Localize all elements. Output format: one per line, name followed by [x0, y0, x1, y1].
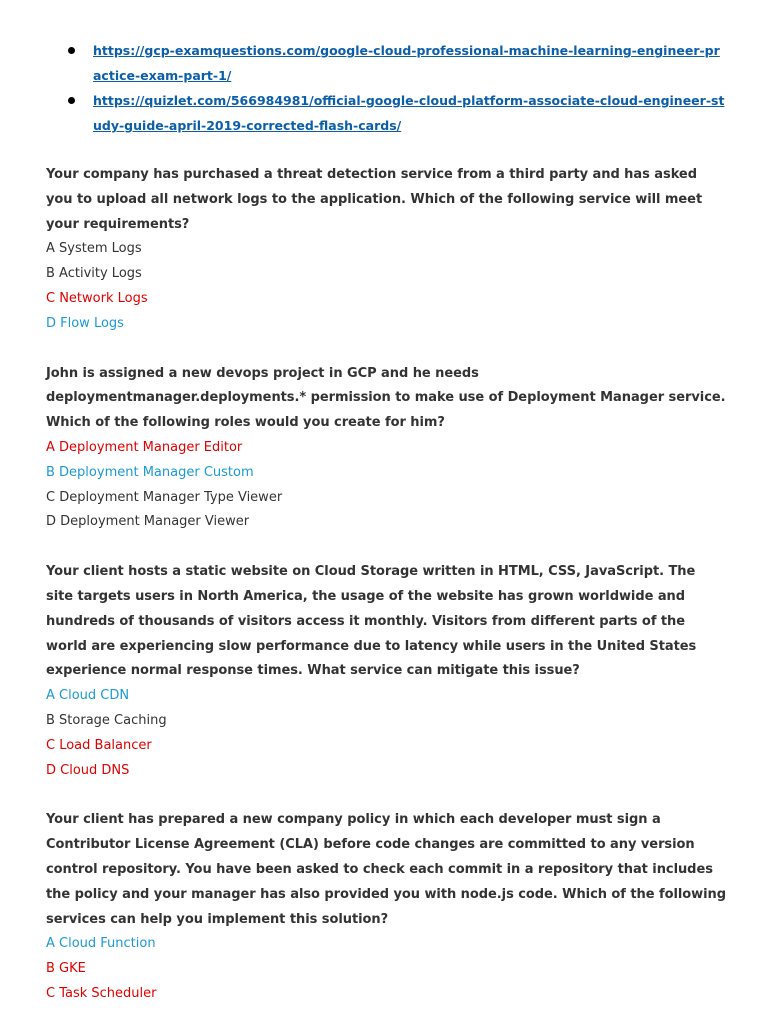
document-page — [46, 38, 726, 1007]
answer-option: A Cloud Function — [46, 936, 156, 952]
bullet-icon — [68, 97, 75, 104]
answer-option: C Task Scheduler — [46, 985, 157, 1001]
answer-option: B Storage Caching — [46, 712, 167, 728]
answer-option: D Cloud DNS — [46, 762, 130, 778]
answer-option: C Load Balancer — [46, 737, 152, 753]
question-text: Your client has prepared a new company policy in which each developer must sign a Contributor License Agreement (CLA) before code changes are committed to any version control repository. You have been asked to check each commit in a repository that includes the policy and your manager has also provided you with node.js code. Which of the following services can help you implement this solution? — [46, 812, 726, 927]
question-text: Your company has purchased a threat detection service from a third party and has asked you to upload all network logs to the application. Which of the following service will meet your requirements? — [46, 167, 703, 232]
answer-option: C Deployment Manager Type Viewer — [46, 489, 283, 505]
answer-option: C Network Logs — [46, 290, 148, 306]
list-item — [46, 88, 726, 138]
answer-option: A Deployment Manager Editor — [46, 439, 243, 455]
question-text: John is assigned a new devops project in GCP and he needs deploymentmanager.deployments.* permission to make use of Deployment Manager service. Which of the following roles would you create for him? — [46, 365, 726, 431]
question-text: Your client hosts a static website on Cloud Storage written in HTML, CSS, JavaScript. The site targets users in North America, the usage of the website has grown worldwide and hundreds of thousands of visitors access it monthly. Visitors from different parts of the world are experiencing slow performance due to latency while users in the United States experience normal response times. What service can mitigate this issue? — [46, 564, 697, 679]
list-item — [46, 38, 726, 88]
answer-option: B Deployment Manager Custom — [46, 464, 254, 480]
answer-option: B GKE — [46, 961, 86, 977]
question-block — [46, 560, 726, 783]
answer-option: A Cloud CDN — [46, 688, 130, 704]
answer-option: D Flow Logs — [46, 315, 124, 331]
answer-option: A System Logs — [46, 241, 142, 257]
answer-option: B Activity Logs — [46, 266, 142, 282]
bullet-icon — [68, 47, 75, 54]
question-block — [46, 808, 726, 1006]
answer-option: D Deployment Manager Viewer — [46, 514, 250, 530]
reference-link-list — [46, 38, 726, 138]
reference-link[interactable]: https://gcp-examquestions.com/google-cloud-professional-machine-learning-engineer-practice-exam-part-1/ — [93, 43, 720, 83]
reference-link[interactable]: https://quizlet.com/566984981/official-google-cloud-platform-associate-cloud-engineer-study-guide-april-2019-corrected-flash-cards/ — [93, 93, 725, 133]
question-block — [46, 362, 726, 536]
question-block — [46, 163, 726, 337]
